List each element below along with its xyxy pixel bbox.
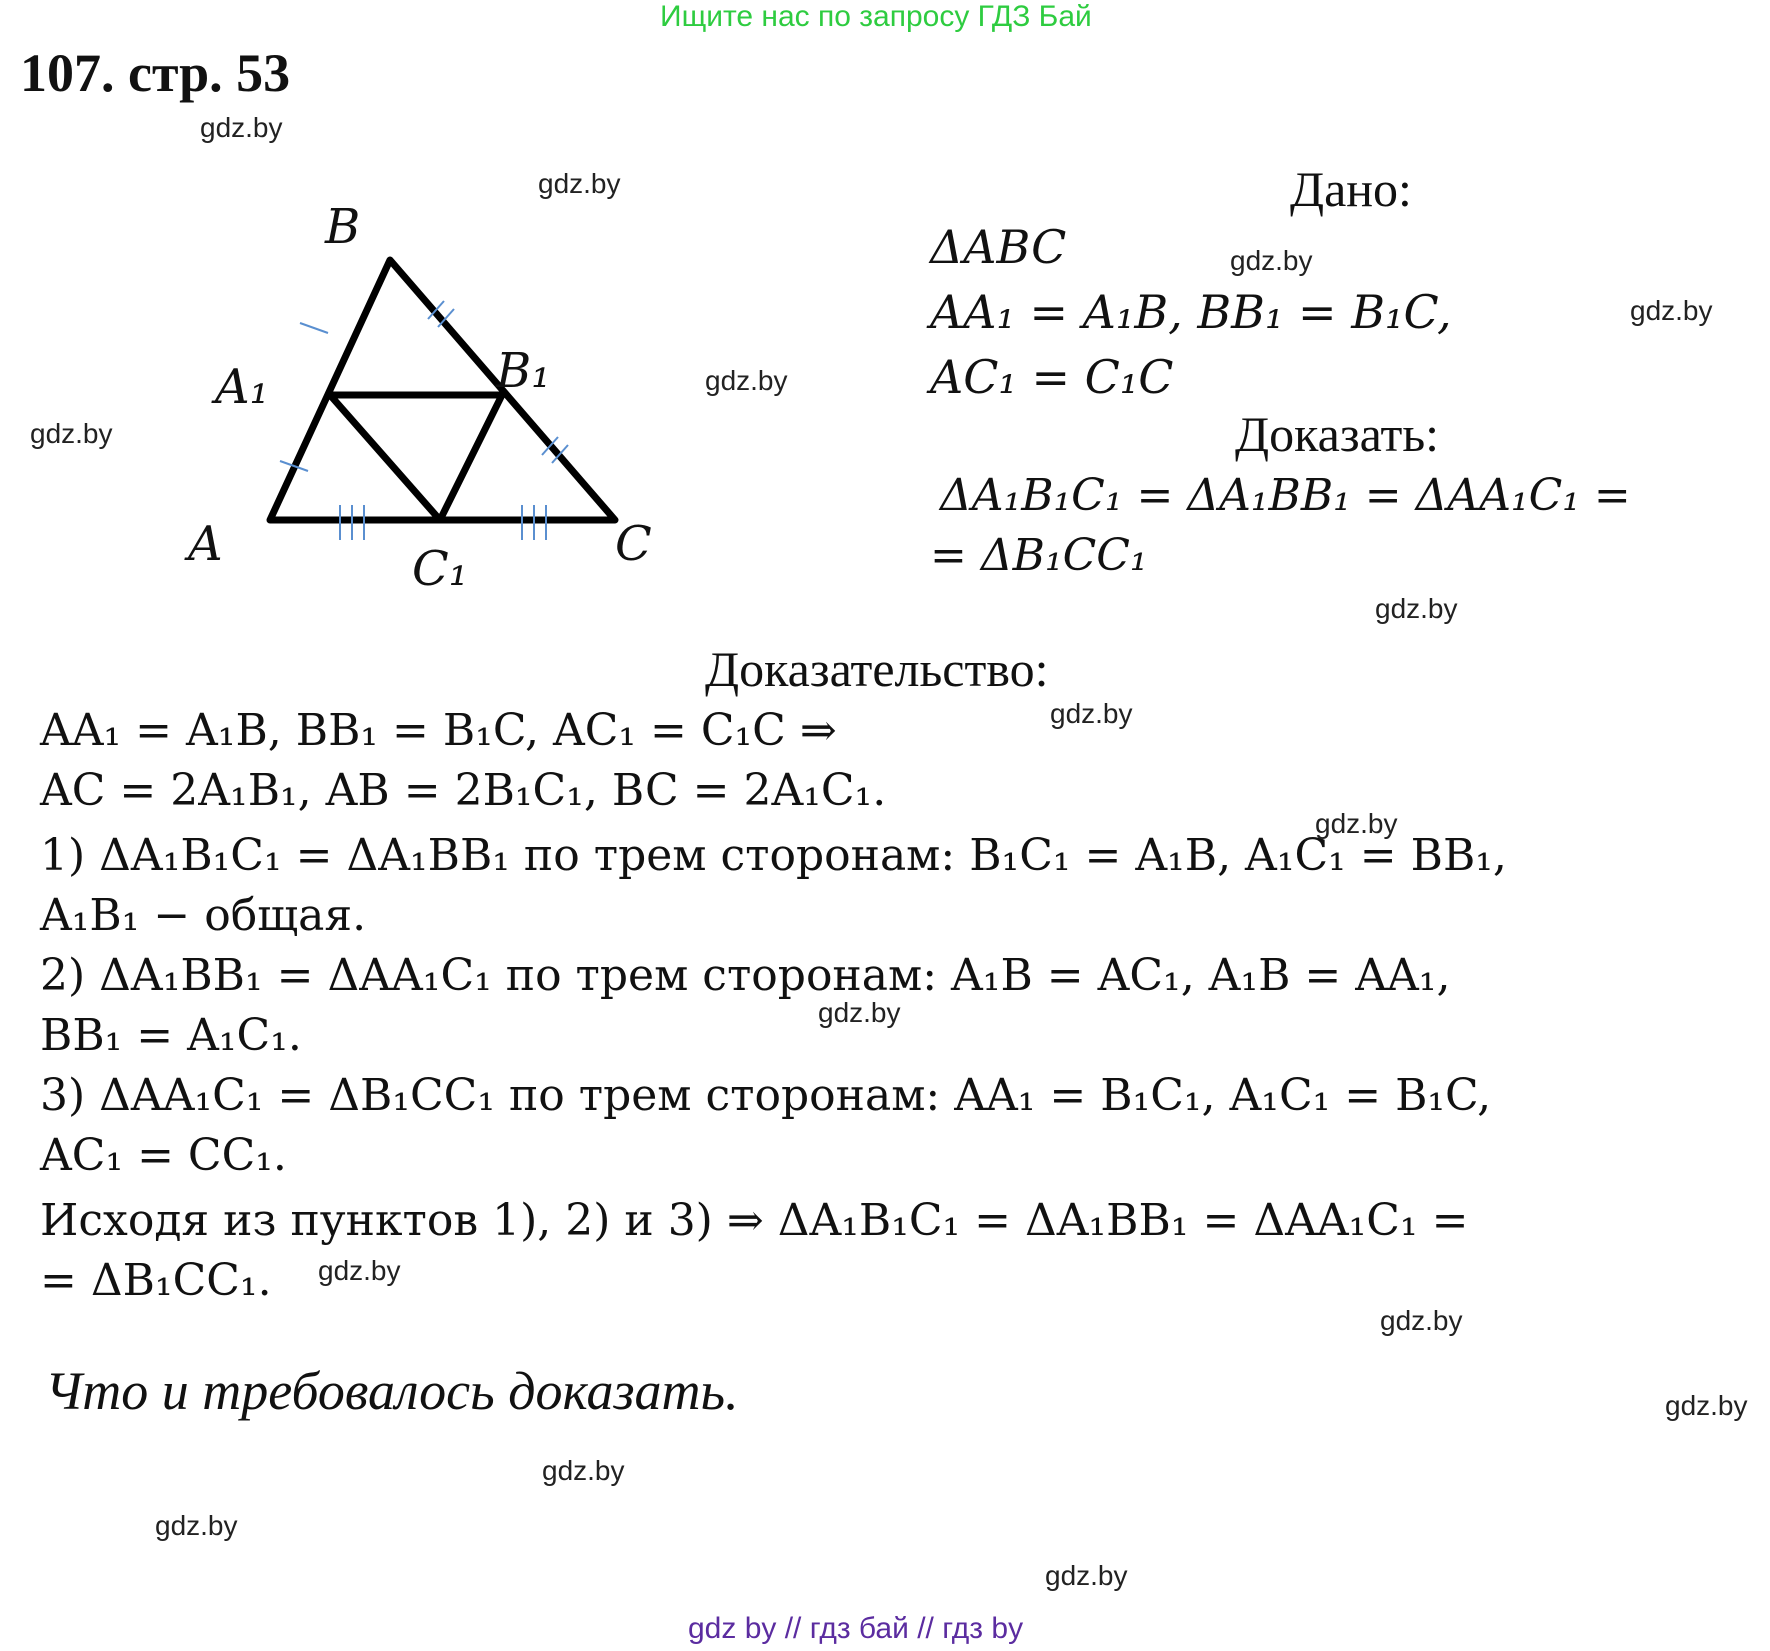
given-line: AC₁ = C₁C <box>930 350 1174 404</box>
watermark: gdz.by <box>30 418 113 449</box>
given-title: Дано: <box>1290 161 1412 217</box>
top-banner: Ищите нас по запросу ГДЗ Бай <box>660 0 1092 33</box>
proof-line: 1) ΔA₁B₁C₁ = ΔA₁BB₁ по трем сторонам: B₁C₁ = A₁B, A₁C₁ = BB₁, <box>40 830 1507 881</box>
watermark: gdz.by <box>200 112 283 143</box>
label-a: A <box>188 516 223 572</box>
prove-title: Доказать: <box>1235 406 1440 462</box>
triangle-abc <box>270 260 615 520</box>
proof-line: AC = 2A₁B₁, AB = 2B₁C₁, BC = 2A₁C₁. <box>40 765 887 816</box>
footer-links: gdz by // гдз бай // гдз by <box>688 1612 1024 1645</box>
given-line: AA₁ = A₁B, BB₁ = B₁C, <box>930 285 1452 339</box>
watermark: gdz.by <box>1630 295 1713 326</box>
label-b1: B₁ <box>496 343 551 399</box>
prove-line: = ΔB₁CC₁ <box>930 530 1148 581</box>
proof-line: 2) ΔA₁BB₁ = ΔAA₁C₁ по трем сторонам: A₁B = AC₁, A₁B = AA₁, <box>40 950 1451 1001</box>
label-b: B <box>325 199 361 255</box>
label-a1: A₁ <box>215 359 269 415</box>
triangle-diagram <box>188 199 760 675</box>
prove-line: ΔA₁B₁C₁ = ΔA₁BB₁ = ΔAA₁C₁ = <box>940 470 1631 521</box>
watermark: gdz.by <box>1050 698 1133 729</box>
watermark: gdz.by <box>818 997 901 1028</box>
watermark: gdz.by <box>1375 593 1458 624</box>
proof-line: = ΔB₁CC₁. <box>40 1255 272 1306</box>
exercise-heading: 107. стр. 53 <box>20 43 291 103</box>
label-c1: C₁ <box>412 541 468 597</box>
watermark: gdz.by <box>538 168 621 199</box>
proof-line: 3) ΔAA₁C₁ = ΔB₁CC₁ по трем сторонам: AA₁ = B₁C₁, A₁C₁ = B₁C, <box>40 1070 1492 1121</box>
proof-line: A₁B₁ − общая. <box>40 890 367 941</box>
watermark: gdz.by <box>318 1255 401 1286</box>
proof-line: BB₁ = A₁C₁. <box>40 1010 302 1061</box>
watermark: gdz.by <box>155 1510 238 1541</box>
proof-title: Доказательство: <box>705 641 1049 697</box>
given-line: ΔABC <box>930 220 1067 274</box>
proof-line: Исходя из пунктов 1), 2) и 3) ⇒ ΔA₁B₁C₁ = ΔA₁BB₁ = ΔAA₁C₁ = <box>40 1195 1469 1246</box>
watermark: gdz.by <box>705 365 788 396</box>
watermark: gdz.by <box>1045 1560 1128 1591</box>
label-c: C <box>615 516 652 572</box>
watermark: gdz.by <box>1315 808 1398 839</box>
proof-line: AA₁ = A₁B, BB₁ = B₁C, AC₁ = C₁C ⇒ <box>40 705 837 756</box>
proof-line: AC₁ = CC₁. <box>40 1130 287 1181</box>
triangle-a1b1c1 <box>330 395 502 520</box>
watermark: gdz.by <box>1230 245 1313 276</box>
watermark: gdz.by <box>1665 1390 1748 1421</box>
watermark: gdz.by <box>1380 1305 1463 1336</box>
watermark: gdz.by <box>542 1455 625 1486</box>
qed-text: Что и требовалось доказать. <box>45 1361 739 1421</box>
